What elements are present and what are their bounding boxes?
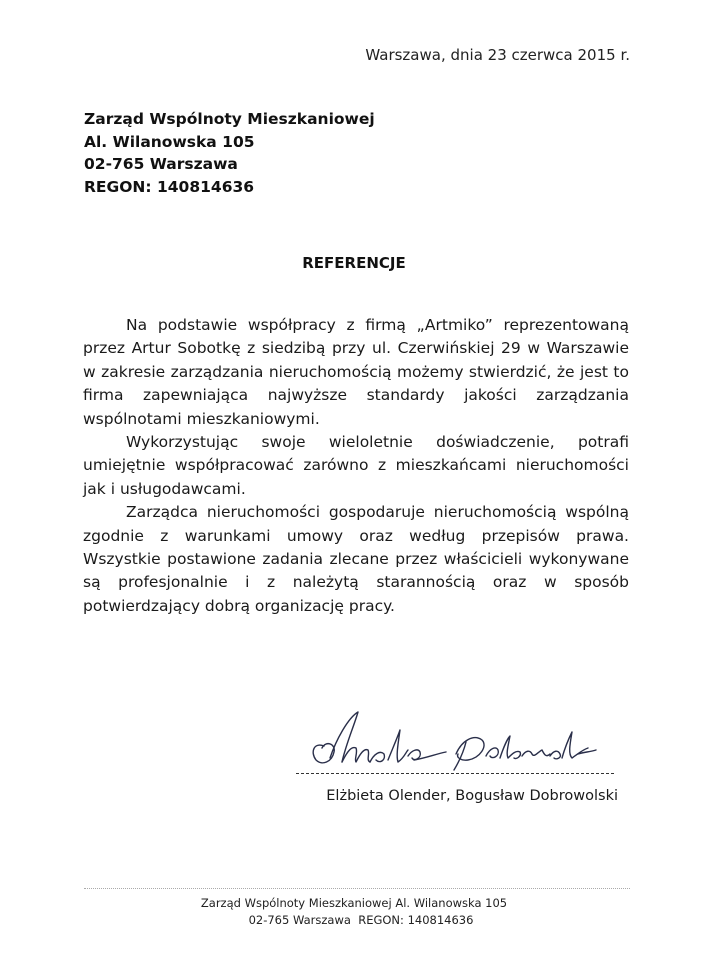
document-title: REFERENCJE	[302, 254, 406, 272]
footer	[0, 895, 708, 929]
footer-line-2: 02-765 Warszawa REGON: 140814636	[248, 913, 474, 927]
sender-name: Zarząd Wspólnoty Mieszkaniowej	[84, 110, 375, 128]
sender-address-block	[84, 108, 375, 198]
signers-names: Elżbieta Olender, Bogusław Dobrowolski	[326, 788, 618, 804]
sender-street: Al. Wilanowska 105	[84, 132, 255, 151]
signature-line	[296, 773, 614, 774]
sender-regon: REGON: 140814636	[84, 177, 255, 196]
signature-area	[296, 700, 616, 780]
handwritten-signature-image	[296, 700, 616, 780]
letter-body	[83, 314, 629, 618]
date-line: Warszawa, dnia 23 czerwca 2015 r.	[365, 46, 630, 64]
body-paragraph-1: Na podstawie współpracy z firmą „Artmiko” reprezentowaną przez Artur Sobotkę z siedzibą przy ul. Czerwińskiej 29 w Warszawie w zakresie zarządzania nieruchomością możemy stwierdzić, że jest to firma zapewniająca najwyższe standardy jakości zarządzania wspólnotami mieszkaniowymi.	[83, 316, 629, 428]
footer-divider	[84, 888, 630, 889]
body-paragraph-2: Wykorzystując swoje wieloletnie doświadczenie, potrafi umiejętnie współpracować zarówno z mieszkańcami nieruchomości jak i usługodawcami.	[83, 433, 629, 498]
sender-city: 02-765 Warszawa	[84, 155, 238, 173]
footer-line-1: Zarząd Wspólnoty Mieszkaniowej Al. Wilanowska 105	[200, 896, 508, 910]
body-paragraph-3: Zarządca nieruchomości gospodaruje nieruchomością wspólną zgodnie z warunkami umowy oraz według przepisów prawa. Wszystkie postawione zadania zlecane przez właścicieli wykonywane są profesjonalnie i z należytą starannością oraz w sposób potwierdzający dobrą organizację pracy.	[83, 503, 629, 615]
